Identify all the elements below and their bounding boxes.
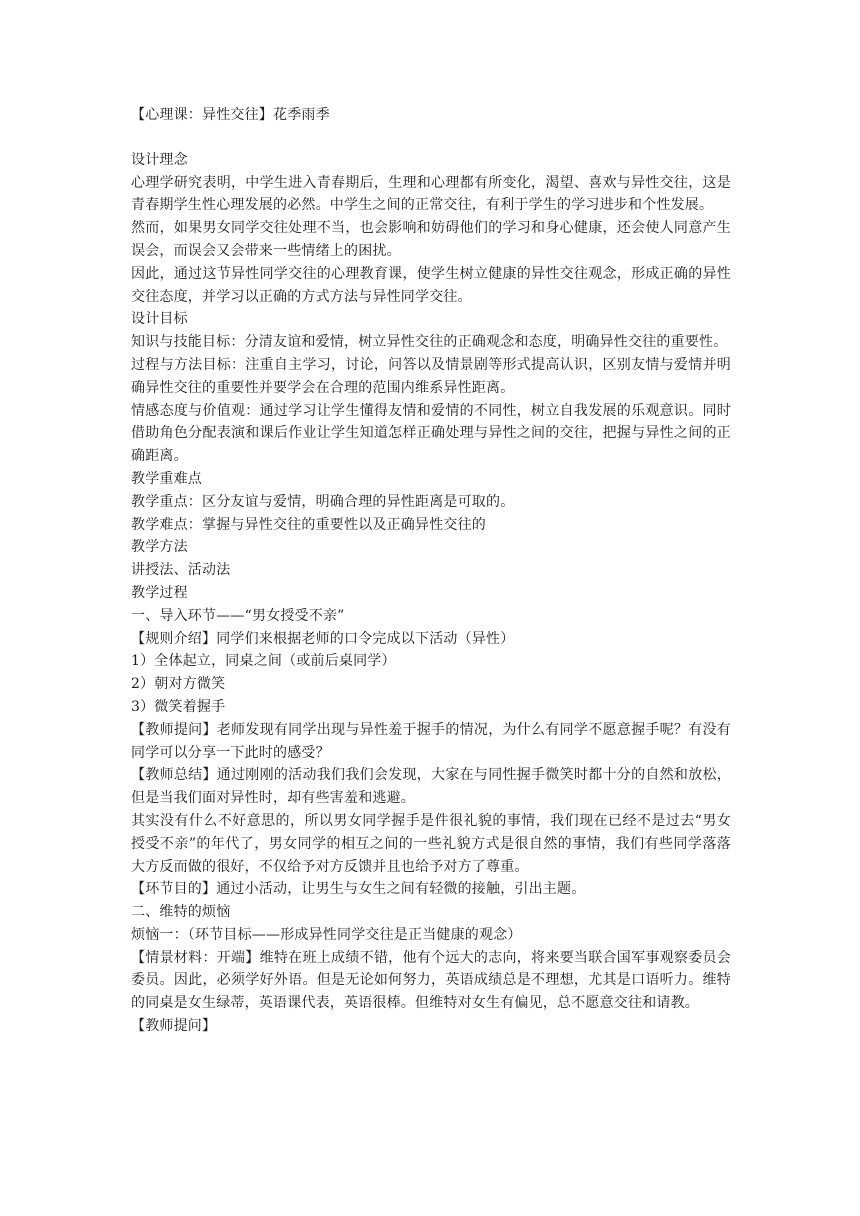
paragraph: 然而，如果男女同学交往处理不当，也会影响和妨碍他们的学习和身心健康，还会使人同意产生误会，而误会又会带来一些情绪上的困扰。 (131, 220, 731, 259)
section-heading-design-concept: 设计理念 (131, 151, 188, 168)
paragraph: 讲授法、活动法 (131, 562, 231, 579)
paragraph: 【教师总结】通过刚刚的活动我们我们会发现，大家在与同性握手微笑时都十分的自然和放松，但是当我们面对异性时，却有些害羞和逃避。 (131, 767, 731, 807)
list-item: 2）朝对方微笑 (131, 676, 226, 693)
blank-line (131, 127, 731, 149)
section-heading-design-goals: 设计目标 (131, 311, 188, 328)
list-item: 1）全体起立，同桌之间（或前后桌同学） (131, 653, 396, 670)
document-title: 【心理课：异性交往】花季雨季 (131, 107, 330, 123)
section-heading-process: 教学过程 (131, 584, 188, 601)
paragraph: 因此，通过这节异性同学交往的心理教育课，使学生树立健康的异性交往观念，形成正确的异性交往态度，并学习以正确的方式方法与异性同学交往。 (131, 265, 731, 305)
list-item: 3）微笑着握手 (131, 698, 226, 715)
paragraph: 情感态度与价值观：通过学习让学生懂得友情和爱情的不同性，树立自我发展的乐观意识。同时借助角色分配表演和课后作业让学生知道怎样正确处理与异性之间的交往，把握与异性之间的正确距离。 (131, 402, 731, 465)
paragraph: 知识与技能目标：分清友谊和爱情，树立异性交往的正确观念和态度，明确异性交往的重要性。 (131, 334, 728, 351)
paragraph: 【教师提问】老师发现有同学出现与异性羞于握手的情况，为什么有同学不愿意握手呢？有没有同学可以分享一下此时的感受？ (131, 721, 731, 761)
section-heading-methods: 教学方法 (131, 539, 188, 556)
paragraph: 教学难点：掌握与异性交往的重要性以及正确异性交往的 (131, 516, 486, 533)
paragraph: 【环节目的】通过小活动，让男生与女生之间有轻微的接触，引出主题。 (131, 881, 586, 898)
paragraph: 其实没有什么不好意思的，所以男女同学握手是件很礼貌的事情，我们现在已经不是过去“男女授受不亲”的年代了，男女同学的相互之间的一些礼貌方式是很自然的事情，我们有些同学落落大方反而做的很好，不仅给予对方反馈并且也给予对方了尊重。 (131, 812, 731, 875)
document-page (131, 104, 731, 1038)
paragraph: 过程与方法目标：注重自主学习，讨论，问答以及情景剧等形式提高认识，区别友情与爱情并明确异性交往的重要性并要学会在合理的范围内维系异性距离。 (131, 356, 731, 396)
paragraph: 【情景材料：开端】维特在班上成绩不错，他有个远大的志向，将来要当联合国军事观察委员会委员。因此，必须学好外语。但是无论如何努力，英语成绩总是不理想，尤其是口语听力。维特的同桌是女生绿蒂，英语课代表，英语很棒。但维特对女生有偏见，总不愿意交往和请教。 (131, 949, 731, 1012)
paragraph: 一、导入环节——“男女授受不亲” (131, 607, 345, 624)
paragraph: 【教师提问】 (131, 1018, 217, 1035)
paragraph: 【规则介绍】同学们来根据老师的口令完成以下活动（异性） (131, 630, 515, 647)
paragraph: 教学重点：区分友谊与爱情，明确合理的异性距离是可取的。 (131, 493, 515, 510)
paragraph: 心理学研究表明，中学生进入青春期后，生理和心理都有所变化，渴望、喜欢与异性交往，这是青春期学生性心理发展的必然。中学生之间的正常交往，有利于学生的学习进步和个性发展。 (131, 174, 731, 214)
section-heading-key-points: 教学重难点 (131, 470, 202, 487)
paragraph: 烦恼一：（环节目标——形成异性同学交往是正当健康的观念） (131, 926, 522, 943)
paragraph: 二、维特的烦恼 (131, 904, 231, 921)
